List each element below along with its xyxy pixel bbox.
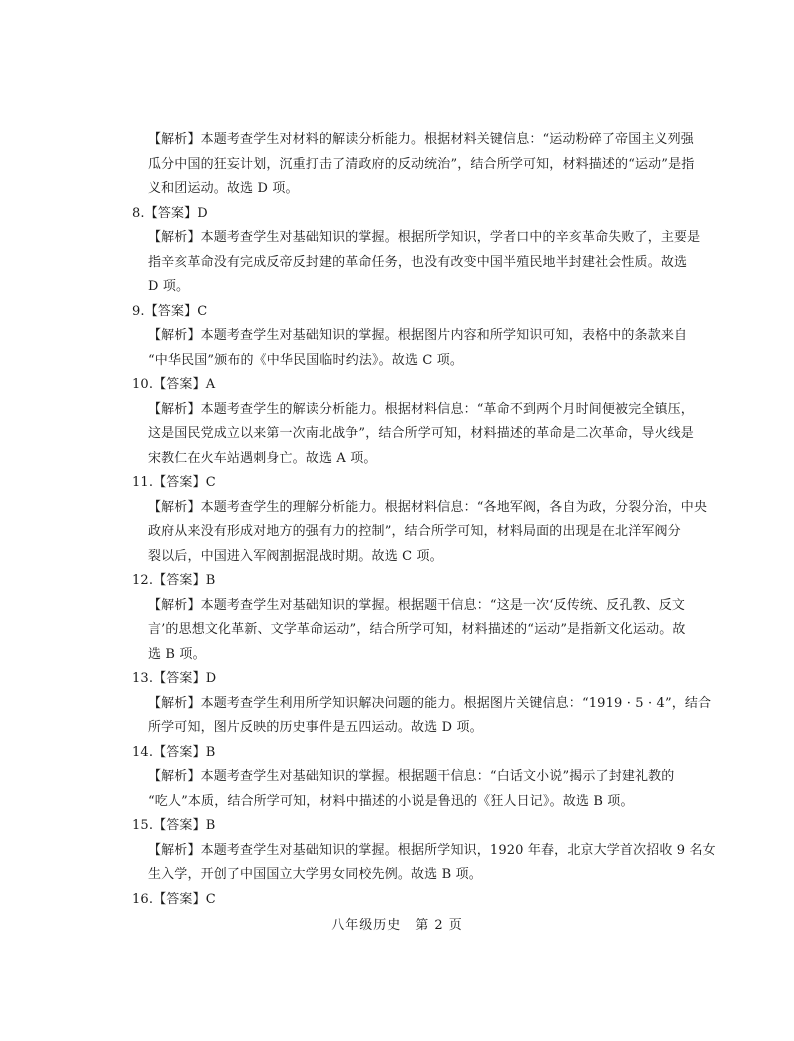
answer-line: 13.【答案】D bbox=[132, 671, 217, 686]
answer-line: 8.【答案】D bbox=[132, 205, 208, 221]
explanation-line: 【解析】本题考查学生对基础知识的掌握。根据所学知识，1920 年春，北京大学首次招收 9 名女 bbox=[148, 842, 716, 858]
explanation-line: 政府从来没有形成对地方的强有力的控制”，结合所学可知，材料局面的出现是在北洋军阀分 bbox=[148, 524, 681, 539]
page-footer: 八年级历史 第 2 页 bbox=[331, 918, 463, 933]
explanation-line: 指辛亥革命没有完成反帝反封建的革命任务，也没有改变中国半殖民地半封建社会性质。故选 bbox=[148, 254, 688, 270]
explanation-line: 生入学，开创了中国国立大学男女同校先例。故选 B 项。 bbox=[148, 867, 482, 882]
answer-line: 12.【答案】B bbox=[132, 573, 216, 588]
explanation-line: 裂以后，中国进入军阀割据混战时期。故选 C 项。 bbox=[148, 548, 443, 564]
explanation-line: 【解析】本题考查学生对基础知识的掌握。根据题干信息：“白话文小说”揭示了封建礼教的 bbox=[148, 769, 675, 784]
explanation-line: 宋教仁在火车站遇刺身亡。故选 A 项。 bbox=[148, 450, 377, 466]
explanation-line: 【解析】本题考查学生对基础知识的掌握。根据图片内容和所学知识可知，表格中的条款来自 bbox=[148, 328, 688, 343]
explanation-line: 所学可知，图片反映的历史事件是五四运动。故选 D 项。 bbox=[148, 720, 483, 735]
explanation-line: 【解析】本题考查学生对基础知识的掌握。根据题干信息：“这是一次‘反传统、反孔教、反文 bbox=[148, 597, 686, 613]
answer-line: 10.【答案】A bbox=[132, 377, 216, 392]
answer-line: 15.【答案】B bbox=[132, 818, 216, 833]
answer-line: 16.【答案】C bbox=[132, 891, 216, 907]
explanation-line: “中华民国”颁布的《中华民国临时约法》。故选 C 项。 bbox=[148, 352, 464, 368]
explanation-line: 【解析】本题考查学生的理解分析能力。根据材料信息：“各地军阀，各自为政，分裂分治，中央 bbox=[148, 499, 708, 515]
explanation-line: 这是国民党成立以来第一次南北战争”，结合所学可知，材料描述的革命是二次革命，导火线是 bbox=[148, 426, 694, 441]
explanation-line: 【解析】本题考查学生利用所学知识解决问题的能力。根据图片关键信息：“1919 · 5 · 4”，结合 bbox=[148, 695, 712, 711]
explanation-line: “吃人”本质，结合所学可知，材料中描述的小说是鲁迅的《狂人日记》。故选 B 项。 bbox=[148, 793, 634, 809]
answer-explanations bbox=[132, 128, 716, 912]
answer-line: 14.【答案】B bbox=[132, 744, 216, 760]
explanation-line: 【解析】本题考查学生对基础知识的掌握。根据所学知识，学者口中的辛亥革命失败了，主要是 bbox=[148, 230, 701, 245]
explanation-line: 【解析】本题考查学生对材料的解读分析能力。根据材料关键信息：“运动粉碎了帝国主义列强 bbox=[148, 132, 694, 147]
explanation-line: 言’的思想文化革新、文学革命运动”，结合所学可知，材料描述的“运动”是指新文化运动。故 bbox=[148, 622, 686, 637]
explanation-line: 瓜分中国的狂妄计划，沉重打击了清政府的反动统治”，结合所学可知，材料描述的“运动”是指 bbox=[148, 156, 695, 172]
answer-line: 11.【答案】C bbox=[132, 475, 216, 490]
explanation-line: 选 B 项。 bbox=[148, 646, 206, 662]
answer-line: 9.【答案】C bbox=[132, 303, 208, 319]
explanation-line: 义和团运动。故选 D 项。 bbox=[148, 181, 299, 196]
explanation-line: D 项。 bbox=[148, 279, 190, 294]
explanation-line: 【解析】本题考查学生的解读分析能力。根据材料信息：“革命不到两个月时间便被完全镇压， bbox=[148, 401, 694, 417]
